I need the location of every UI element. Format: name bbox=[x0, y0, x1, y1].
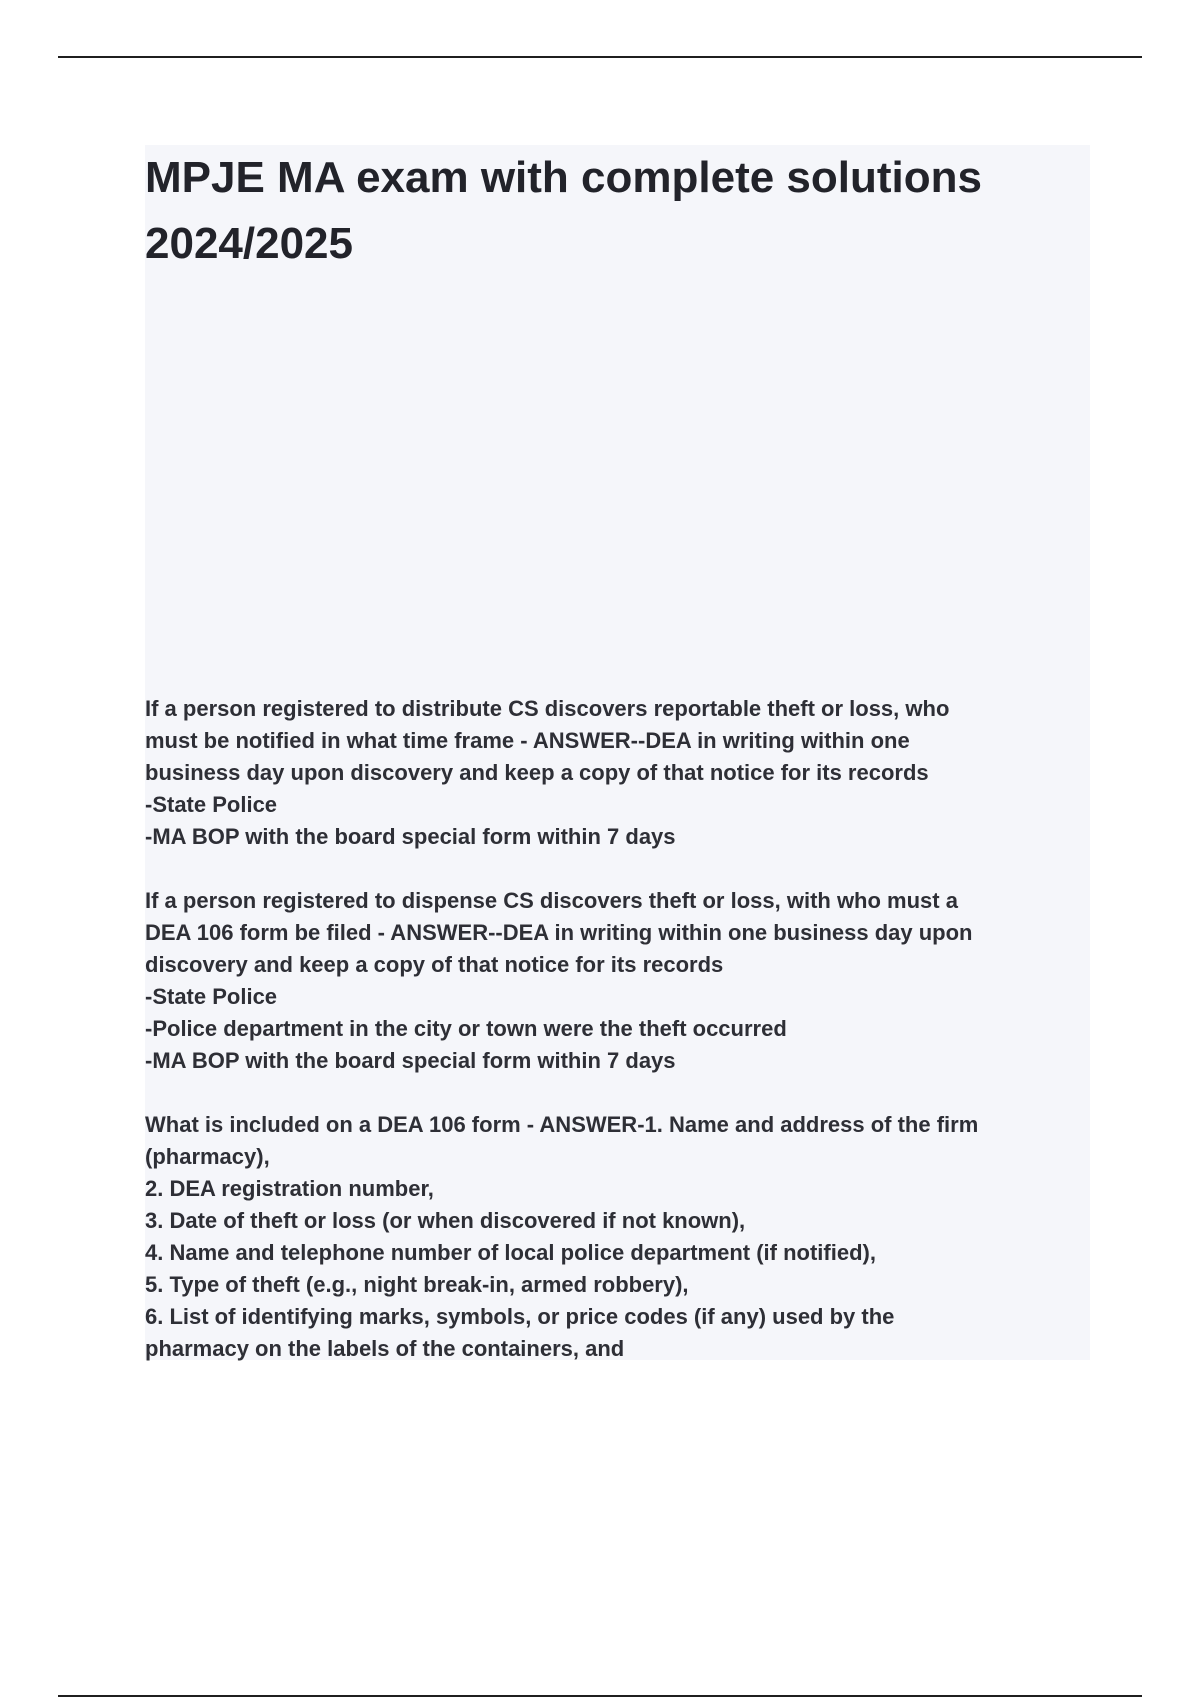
qa-line: pharmacy on the labels of the containers, and bbox=[145, 1336, 625, 1361]
qa-line: 4. Name and telephone number of local police department (if notified), bbox=[145, 1240, 876, 1265]
page-content bbox=[145, 145, 1090, 1360]
title-line: MPJE MA exam with complete solutions bbox=[145, 153, 982, 202]
qa-line: -MA BOP with the board special form within 7 days bbox=[145, 824, 676, 849]
title-line: 2024/2025 bbox=[145, 219, 353, 268]
qa-line: 5. Type of theft (e.g., night break-in, armed robbery), bbox=[145, 1272, 689, 1297]
bottom-rule bbox=[58, 1695, 1142, 1697]
qa-line: 3. Date of theft or loss (or when discovered if not known), bbox=[145, 1208, 746, 1233]
qa-line: -State Police bbox=[145, 984, 278, 1009]
qa-item bbox=[145, 693, 1090, 853]
qa-line: discovery and keep a copy of that notice for its records bbox=[145, 952, 724, 977]
qa-line: What is included on a DEA 106 form - ANSWER-1. Name and address of the firm bbox=[145, 1112, 979, 1137]
document-title bbox=[145, 145, 1045, 277]
qa-line: If a person registered to dispense CS discovers theft or loss, with who must a bbox=[145, 888, 958, 913]
top-rule bbox=[58, 56, 1142, 58]
qa-line: -State Police bbox=[145, 792, 278, 817]
qa-line: (pharmacy), bbox=[145, 1144, 270, 1169]
qa-line: If a person registered to distribute CS discovers reportable theft or loss, who bbox=[145, 696, 950, 721]
qa-line: DEA 106 form be filed - ANSWER--DEA in writing within one business day upon bbox=[145, 920, 973, 945]
qa-line: 2. DEA registration number, bbox=[145, 1176, 434, 1201]
qa-item bbox=[145, 1109, 1090, 1365]
qa-item bbox=[145, 885, 1090, 1077]
qa-line: -MA BOP with the board special form within 7 days bbox=[145, 1048, 676, 1073]
qa-line: -Police department in the city or town were the theft occurred bbox=[145, 1016, 787, 1041]
qa-line: business day upon discovery and keep a copy of that notice for its records bbox=[145, 760, 929, 785]
qa-line: 6. List of identifying marks, symbols, or price codes (if any) used by the bbox=[145, 1304, 895, 1329]
qa-line: must be notified in what time frame - ANSWER--DEA in writing within one bbox=[145, 728, 910, 753]
qa-list bbox=[145, 693, 1090, 1397]
